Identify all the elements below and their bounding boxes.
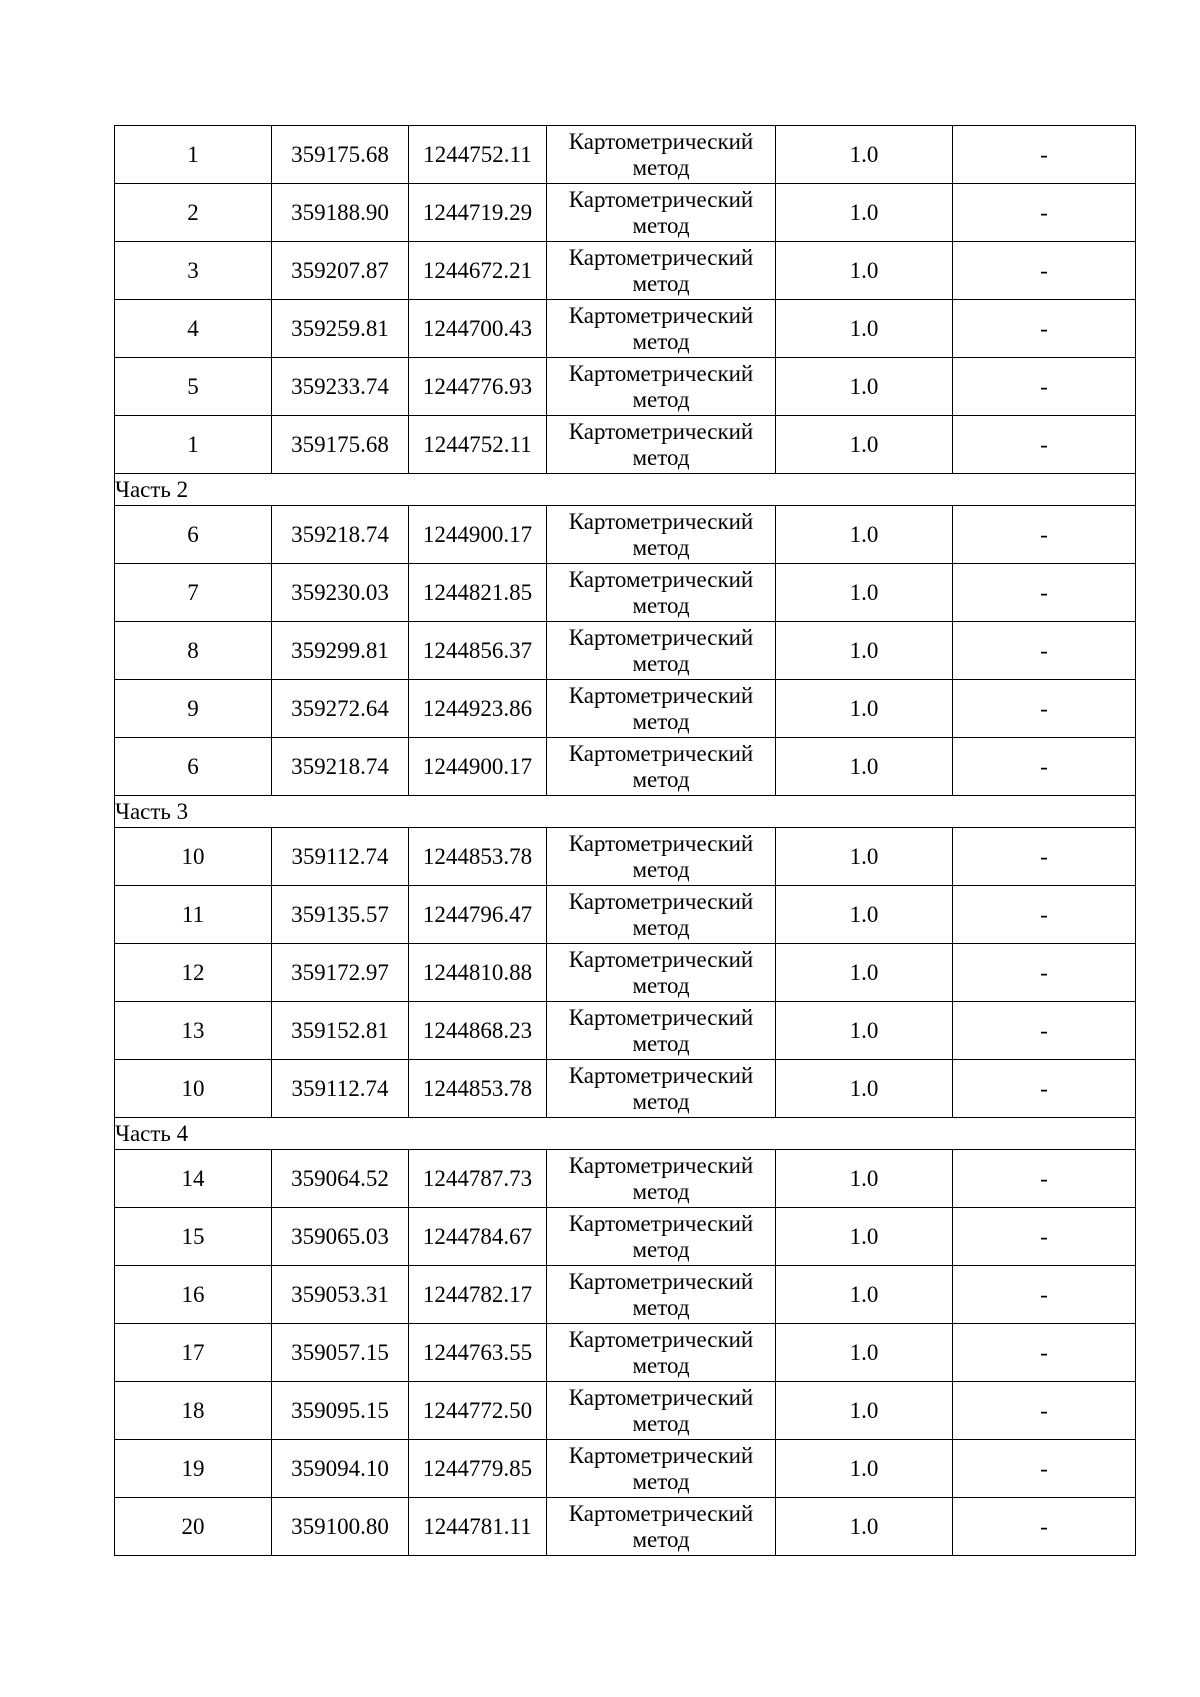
note-cell: - — [953, 126, 1136, 184]
note-cell: - — [953, 1208, 1136, 1266]
point-number-cell: 15 — [115, 1208, 272, 1266]
y-coordinate-cell: 1244923.86 — [409, 680, 547, 738]
accuracy-cell: 1.0 — [776, 1498, 953, 1556]
point-number-cell: 3 — [115, 242, 272, 300]
x-coordinate-cell: 359175.68 — [272, 416, 409, 474]
y-coordinate-cell: 1244900.17 — [409, 738, 547, 796]
section-label: Часть 3 — [115, 796, 1136, 828]
x-coordinate-cell: 359152.81 — [272, 1002, 409, 1060]
note-cell: - — [953, 1382, 1136, 1440]
x-coordinate-cell: 359218.74 — [272, 738, 409, 796]
method-cell: Картометрический метод — [547, 886, 776, 944]
point-number-cell: 19 — [115, 1440, 272, 1498]
table-row — [115, 564, 1136, 622]
accuracy-cell: 1.0 — [776, 738, 953, 796]
table-row — [115, 1382, 1136, 1440]
accuracy-cell: 1.0 — [776, 506, 953, 564]
method-cell: Картометрический метод — [547, 242, 776, 300]
y-coordinate-cell: 1244787.73 — [409, 1150, 547, 1208]
point-number-cell: 8 — [115, 622, 272, 680]
table-row — [115, 886, 1136, 944]
y-coordinate-cell: 1244853.78 — [409, 828, 547, 886]
y-coordinate-cell: 1244821.85 — [409, 564, 547, 622]
method-cell: Картометрический метод — [547, 622, 776, 680]
accuracy-cell: 1.0 — [776, 886, 953, 944]
x-coordinate-cell: 359065.03 — [272, 1208, 409, 1266]
table-row — [115, 622, 1136, 680]
note-cell: - — [953, 416, 1136, 474]
method-cell: Картометрический метод — [547, 184, 776, 242]
table-row — [115, 680, 1136, 738]
accuracy-cell: 1.0 — [776, 1150, 953, 1208]
accuracy-cell: 1.0 — [776, 1060, 953, 1118]
note-cell: - — [953, 1440, 1136, 1498]
note-cell: - — [953, 242, 1136, 300]
x-coordinate-cell: 359230.03 — [272, 564, 409, 622]
x-coordinate-cell: 359057.15 — [272, 1324, 409, 1382]
note-cell: - — [953, 358, 1136, 416]
point-number-cell: 20 — [115, 1498, 272, 1556]
method-cell: Картометрический метод — [547, 1440, 776, 1498]
accuracy-cell: 1.0 — [776, 828, 953, 886]
method-cell: Картометрический метод — [547, 358, 776, 416]
point-number-cell: 1 — [115, 416, 272, 474]
note-cell: - — [953, 828, 1136, 886]
point-number-cell: 13 — [115, 1002, 272, 1060]
point-number-cell: 11 — [115, 886, 272, 944]
note-cell: - — [953, 184, 1136, 242]
accuracy-cell: 1.0 — [776, 416, 953, 474]
y-coordinate-cell: 1244796.47 — [409, 886, 547, 944]
x-coordinate-cell: 359175.68 — [272, 126, 409, 184]
method-cell: Картометрический метод — [547, 1150, 776, 1208]
table-row — [115, 184, 1136, 242]
y-coordinate-cell: 1244856.37 — [409, 622, 547, 680]
x-coordinate-cell: 359188.90 — [272, 184, 409, 242]
accuracy-cell: 1.0 — [776, 1002, 953, 1060]
point-number-cell: 9 — [115, 680, 272, 738]
x-coordinate-cell: 359094.10 — [272, 1440, 409, 1498]
accuracy-cell: 1.0 — [776, 358, 953, 416]
method-cell: Картометрический метод — [547, 1002, 776, 1060]
x-coordinate-cell: 359112.74 — [272, 1060, 409, 1118]
accuracy-cell: 1.0 — [776, 1208, 953, 1266]
point-number-cell: 12 — [115, 944, 272, 1002]
method-cell: Картометрический метод — [547, 1382, 776, 1440]
table-row — [115, 1266, 1136, 1324]
y-coordinate-cell: 1244752.11 — [409, 416, 547, 474]
note-cell: - — [953, 738, 1136, 796]
y-coordinate-cell: 1244779.85 — [409, 1440, 547, 1498]
method-cell: Картометрический метод — [547, 1266, 776, 1324]
method-cell: Картометрический метод — [547, 1498, 776, 1556]
accuracy-cell: 1.0 — [776, 1382, 953, 1440]
note-cell: - — [953, 1002, 1136, 1060]
table-row — [115, 828, 1136, 886]
table-row — [115, 242, 1136, 300]
y-coordinate-cell: 1244700.43 — [409, 300, 547, 358]
note-cell: - — [953, 944, 1136, 1002]
table-row — [115, 1060, 1136, 1118]
x-coordinate-cell: 359207.87 — [272, 242, 409, 300]
x-coordinate-cell: 359064.52 — [272, 1150, 409, 1208]
x-coordinate-cell: 359218.74 — [272, 506, 409, 564]
y-coordinate-cell: 1244763.55 — [409, 1324, 547, 1382]
note-cell: - — [953, 1150, 1136, 1208]
x-coordinate-cell: 359299.81 — [272, 622, 409, 680]
x-coordinate-cell: 359135.57 — [272, 886, 409, 944]
table-row — [115, 1150, 1136, 1208]
table-row — [115, 416, 1136, 474]
note-cell: - — [953, 564, 1136, 622]
x-coordinate-cell: 359172.97 — [272, 944, 409, 1002]
table-row — [115, 738, 1136, 796]
point-number-cell: 1 — [115, 126, 272, 184]
y-coordinate-cell: 1244853.78 — [409, 1060, 547, 1118]
accuracy-cell: 1.0 — [776, 564, 953, 622]
point-number-cell: 2 — [115, 184, 272, 242]
method-cell: Картометрический метод — [547, 1060, 776, 1118]
table-row — [115, 1002, 1136, 1060]
method-cell: Картометрический метод — [547, 564, 776, 622]
section-header-row — [115, 474, 1136, 506]
point-number-cell: 6 — [115, 738, 272, 796]
method-cell: Картометрический метод — [547, 1324, 776, 1382]
note-cell: - — [953, 1266, 1136, 1324]
point-number-cell: 18 — [115, 1382, 272, 1440]
table-row — [115, 506, 1136, 564]
point-number-cell: 16 — [115, 1266, 272, 1324]
x-coordinate-cell: 359100.80 — [272, 1498, 409, 1556]
x-coordinate-cell: 359272.64 — [272, 680, 409, 738]
table-row — [115, 944, 1136, 1002]
method-cell: Картометрический метод — [547, 828, 776, 886]
method-cell: Картометрический метод — [547, 680, 776, 738]
y-coordinate-cell: 1244900.17 — [409, 506, 547, 564]
accuracy-cell: 1.0 — [776, 184, 953, 242]
accuracy-cell: 1.0 — [776, 680, 953, 738]
table-row — [115, 358, 1136, 416]
section-header-row — [115, 1118, 1136, 1150]
y-coordinate-cell: 1244752.11 — [409, 126, 547, 184]
point-number-cell: 7 — [115, 564, 272, 622]
table-row — [115, 1440, 1136, 1498]
y-coordinate-cell: 1244868.23 — [409, 1002, 547, 1060]
y-coordinate-cell: 1244782.17 — [409, 1266, 547, 1324]
note-cell: - — [953, 1498, 1136, 1556]
note-cell: - — [953, 1324, 1136, 1382]
section-label: Часть 2 — [115, 474, 1136, 506]
accuracy-cell: 1.0 — [776, 300, 953, 358]
point-number-cell: 10 — [115, 828, 272, 886]
note-cell: - — [953, 680, 1136, 738]
point-number-cell: 10 — [115, 1060, 272, 1118]
point-number-cell: 14 — [115, 1150, 272, 1208]
table-row — [115, 126, 1136, 184]
accuracy-cell: 1.0 — [776, 944, 953, 1002]
method-cell: Картометрический метод — [547, 300, 776, 358]
method-cell: Картометрический метод — [547, 126, 776, 184]
y-coordinate-cell: 1244810.88 — [409, 944, 547, 1002]
table-row — [115, 1498, 1136, 1556]
x-coordinate-cell: 359053.31 — [272, 1266, 409, 1324]
accuracy-cell: 1.0 — [776, 126, 953, 184]
y-coordinate-cell: 1244776.93 — [409, 358, 547, 416]
note-cell: - — [953, 506, 1136, 564]
table-row — [115, 1208, 1136, 1266]
point-number-cell: 17 — [115, 1324, 272, 1382]
y-coordinate-cell: 1244784.67 — [409, 1208, 547, 1266]
y-coordinate-cell: 1244772.50 — [409, 1382, 547, 1440]
x-coordinate-cell: 359233.74 — [272, 358, 409, 416]
accuracy-cell: 1.0 — [776, 242, 953, 300]
accuracy-cell: 1.0 — [776, 1324, 953, 1382]
y-coordinate-cell: 1244719.29 — [409, 184, 547, 242]
accuracy-cell: 1.0 — [776, 622, 953, 680]
method-cell: Картометрический метод — [547, 506, 776, 564]
x-coordinate-cell: 359095.15 — [272, 1382, 409, 1440]
table-body — [115, 126, 1136, 1556]
table-row — [115, 1324, 1136, 1382]
note-cell: - — [953, 1060, 1136, 1118]
y-coordinate-cell: 1244781.11 — [409, 1498, 547, 1556]
note-cell: - — [953, 886, 1136, 944]
method-cell: Картометрический метод — [547, 944, 776, 1002]
y-coordinate-cell: 1244672.21 — [409, 242, 547, 300]
accuracy-cell: 1.0 — [776, 1440, 953, 1498]
point-number-cell: 4 — [115, 300, 272, 358]
method-cell: Картометрический метод — [547, 416, 776, 474]
coordinates-table — [114, 125, 1136, 1556]
section-header-row — [115, 796, 1136, 828]
x-coordinate-cell: 359112.74 — [272, 828, 409, 886]
note-cell: - — [953, 622, 1136, 680]
method-cell: Картометрический метод — [547, 1208, 776, 1266]
table-row — [115, 300, 1136, 358]
section-label: Часть 4 — [115, 1118, 1136, 1150]
point-number-cell: 5 — [115, 358, 272, 416]
point-number-cell: 6 — [115, 506, 272, 564]
accuracy-cell: 1.0 — [776, 1266, 953, 1324]
note-cell: - — [953, 300, 1136, 358]
x-coordinate-cell: 359259.81 — [272, 300, 409, 358]
method-cell: Картометрический метод — [547, 738, 776, 796]
